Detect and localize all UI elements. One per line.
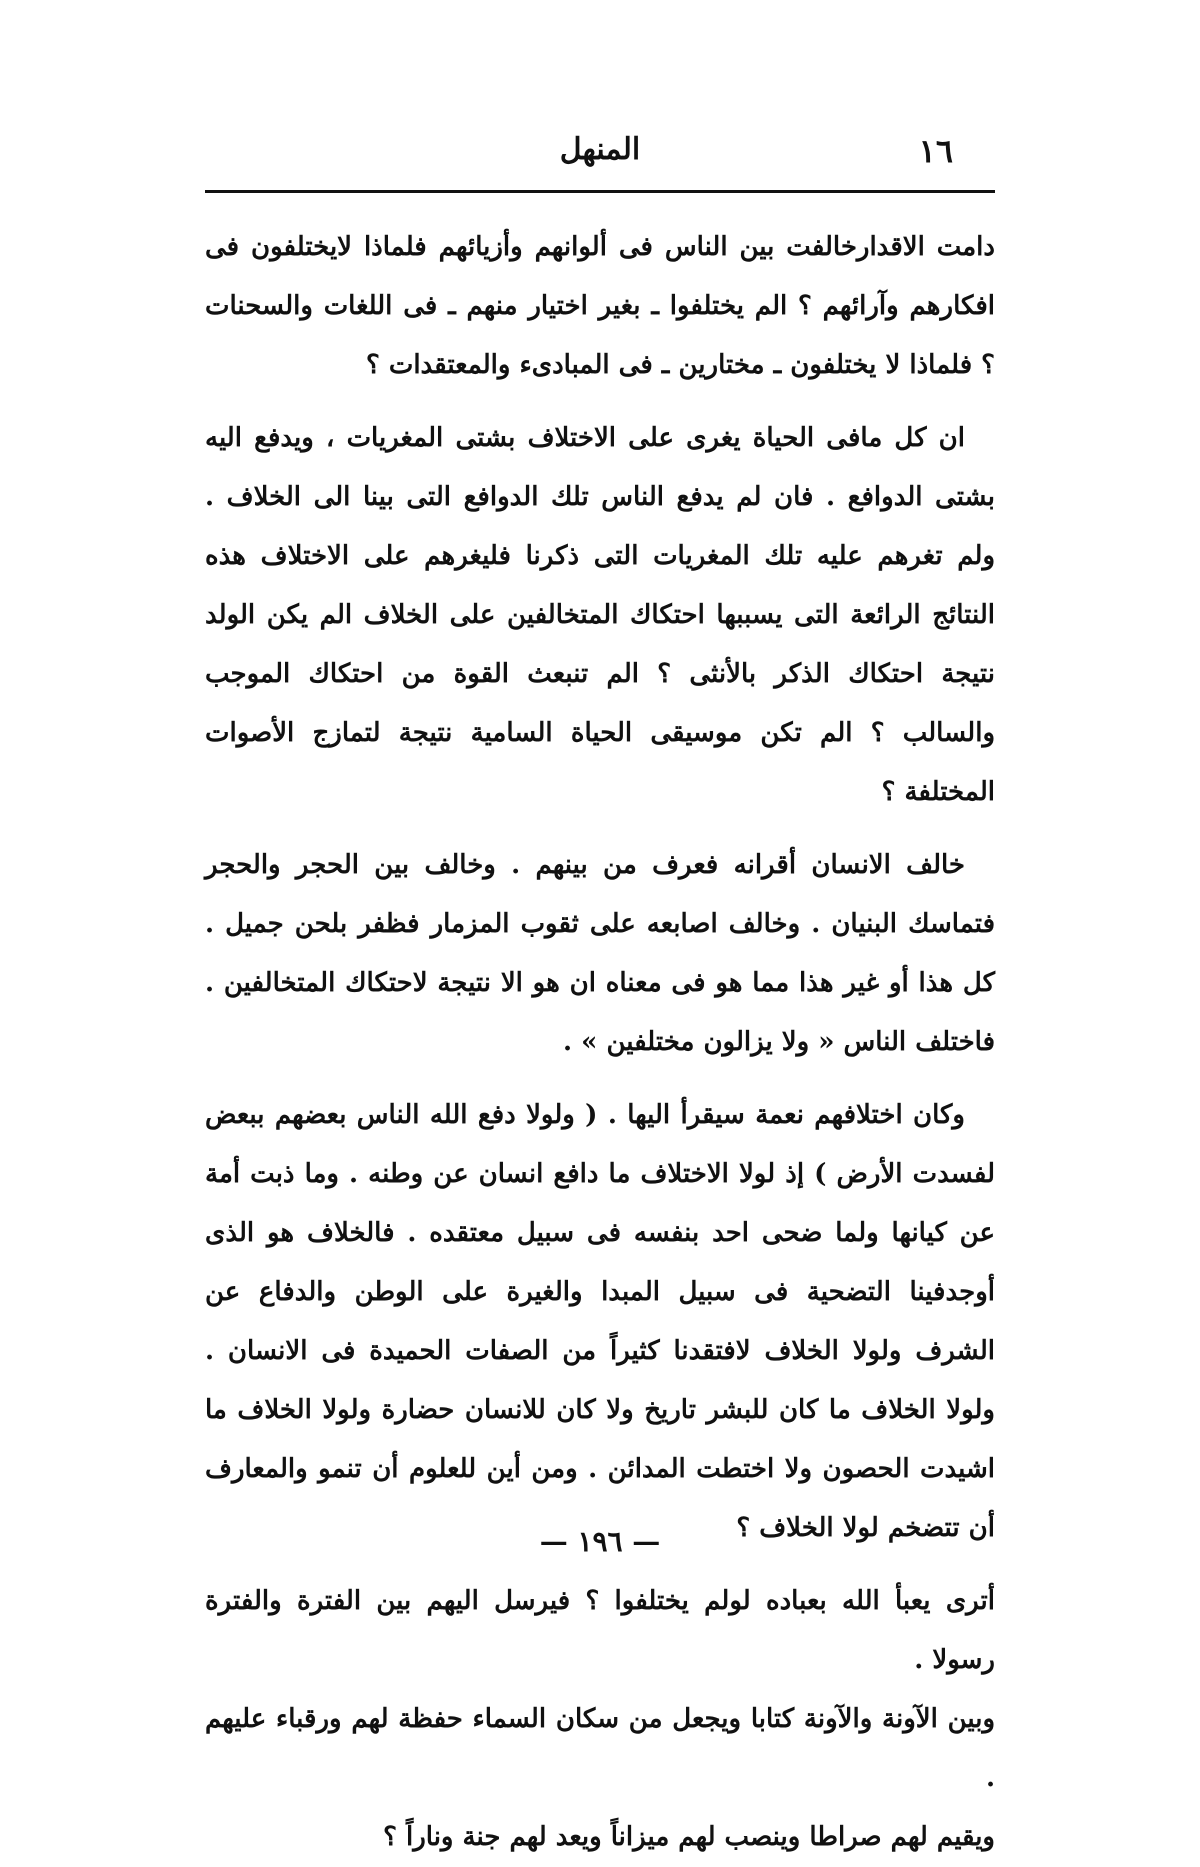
article-body <box>205 218 995 1867</box>
page-folio: — ١٩٦ — <box>539 1525 661 1558</box>
closing-line-3: ويقيم لهم صراطا وينصب لهم ميزاناً ويعد لهم جنة وناراً ؟ <box>383 1822 995 1852</box>
page-number: ١٦ <box>918 132 953 170</box>
page-header <box>205 118 995 178</box>
header-rule <box>205 190 995 193</box>
paragraph-3: خالف الانسان أقرانه فعرف من بينهم . وخالف بين الحجر والحجر فتماسك البنيان . وخالف اصابعه على ثقوب المزمار فظفر بلحن جميل . كل هذا أو غير هذا مما هو فى معناه ان هو الا نتيجة لاحتكاك المتخالفين . فاختلف الناس « ولا يزالون مختلفين » . <box>205 850 995 1057</box>
paragraph-2: ان كل مافى الحياة يغرى على الاختلاف بشتى المغريات ، ويدفع اليه بشتى الدوافع . فان لم يدفع الناس تلك الدوافع التى بينا الى الخلاف . ولم تغرهم عليه تلك المغريات التى ذكرنا فليغرهم على الاختلاف هذه النتائج الرائعة التى يسببها احتكاك المتخالفين على الخلاف الم يكن الولد نتيجة احتكاك الذكر بالأنثى ؟ الم تنبعث القوة من احتكاك الموجب والسالب ؟ الم تكن موسيقى الحياة السامية نتيجة لتمازج الأصوات المختلفة ؟ <box>205 423 995 807</box>
journal-title: المنهل <box>559 132 641 167</box>
closing-line-1: أترى يعبأ الله بعباده لولم يختلفوا ؟ فيرسل اليهم بين الفترة والفترة رسولا . <box>205 1586 995 1675</box>
paragraph-1: دامت الاقدارخالفت بين الناس فى ألوانهم وأزيائهم فلماذا لايختلفون فى افكارهم وآرائهم ؟ الم يختلفوا ـ بغير اختيار منهم ـ فى اللغات والسحنات ؟ فلماذا لا يختلفون ـ مختارين ـ فى المبادىء والمعتقدات ؟ <box>205 232 995 380</box>
paragraph-4: وكان اختلافهم نعمة سيقرأ اليها . ( ولولا دفع الله الناس بعضهم ببعض لفسدت الأرض ) إذ لولا الاختلاف ما دافع انسان عن وطنه . وما ذبت أمة عن كيانها ولما ضحى احد بنفسه فى سبيل معتقده . فالخلاف هو الذى أوجدفينا التضحية فى سبيل المبدا والغيرة على الوطن والدفاع عن الشرف ولولا الخلاف لافتقدنا كثيراً من الصفات الحميدة فى الانسان . ولولا الخلاف ما كان للبشر تاريخ ولا كان للانسان حضارة ولولا الخلاف ما اشيدت الحصون ولا اختطت المدائن . ومن أين للعلوم أن تنمو والمعارف أن تتضخم لولا الخلاف ؟ <box>205 1100 995 1543</box>
closing-line-2: وبين الآونة والآونة كتابا ويجعل من سكان السماء حفظة لهم ورقباء عليهم . <box>205 1704 995 1793</box>
